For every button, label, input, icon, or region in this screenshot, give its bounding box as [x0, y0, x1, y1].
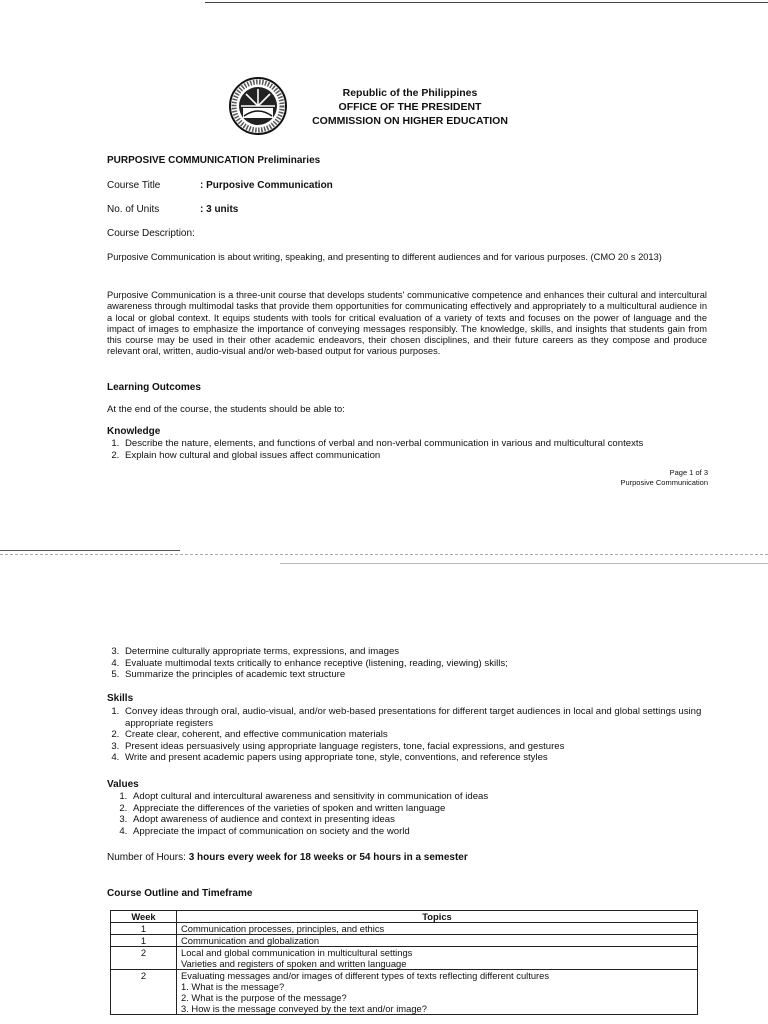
topic-line: 3. How is the message conveyed by the text and/or image? [181, 1003, 427, 1014]
ched-seal-icon [228, 76, 288, 136]
commission-line: COMMISSION ON HIGHER EDUCATION [312, 115, 508, 127]
topics-cell [177, 947, 698, 970]
units-label: No. of Units [107, 204, 160, 215]
topics-cell [177, 923, 698, 935]
description-paragraph-1: Purposive Communication is about writing, speaking, and presenting to different audiences and for various purposes. (CMO 20 s 2013) [107, 252, 662, 262]
topic-line: Evaluating messages and/or images of different types of texts reflecting different cultures [181, 970, 550, 981]
topic-line: Communication processes, principles, and ethics [181, 923, 385, 934]
list-item: 4. Write and present academic papers using appropriate tone, style, conventions, and reference styles [122, 752, 722, 764]
republic-line: Republic of the Philippines [342, 87, 478, 99]
list-item: 1. Adopt cultural and intercultural awareness and sensitivity in communication of ideas [130, 791, 730, 803]
list-item: 4. Evaluate multimodal texts critically to enhance receptive (listening, reading, viewing) skills; [122, 658, 762, 670]
week-cell: 2 [111, 947, 177, 970]
list-item: 5. Summarize the principles of academic text structure [122, 669, 762, 681]
week-cell: 2 [111, 970, 177, 1015]
week-cell: 1 [111, 923, 177, 935]
table-row [111, 923, 698, 935]
page-break-dashes [0, 554, 768, 555]
page-break-rule-2 [280, 563, 768, 564]
units-row [107, 204, 238, 215]
description-label: Course Description: [107, 228, 195, 239]
letterhead [300, 86, 520, 128]
outline-title: Course Outline and Timeframe [107, 888, 253, 899]
topic-line: Local and global communication in multicultural settings [181, 947, 413, 958]
skills-list [106, 706, 722, 764]
hours-value: 3 hours every week for 18 weeks or 54 hours in a semester [188, 852, 468, 863]
list-item: 2. Appreciate the differences of the varieties of spoken and written language [130, 803, 730, 815]
course-outline-table [110, 910, 698, 1015]
skills-title: Skills [107, 693, 134, 704]
values-title: Values [107, 779, 139, 790]
week-header: Week [111, 911, 177, 923]
table-row [111, 935, 698, 947]
topic-line: 2. What is the purpose of the message? [181, 992, 347, 1003]
topics-cell [177, 935, 698, 947]
page-footer [620, 468, 708, 488]
footer-course: Purposive Communication [620, 478, 708, 487]
hours-label: Number of Hours: [107, 852, 186, 863]
knowledge-list-page2 [106, 646, 762, 681]
description-paragraph-2: Purposive Communication is a three-unit course that develops students' communicative competence and enhances their cultural and intercultural awareness through multimodal tasks that provide them opportunities for communicating effectively and appropriately to a multicultural audience in a local or global context. It equips students with tools for critical evaluation of a variety of texts and focuses on the power of language and the impact of images to emphasize the importance of conveying messages responsibly. The knowledge, skills, and insights that students gain from this course may be used in their other academic endeavors, their chosen disciplines, and their future careers as they compose and produce relevant oral, written, audio-visual and/or web-based output for various purposes. [107, 290, 707, 357]
topic-line: 1. What is the message? [181, 981, 285, 992]
table-header-row [111, 911, 698, 923]
list-item: 1. Describe the nature, elements, and functions of verbal and non-verbal communication in various and multicultural contexts [122, 438, 762, 450]
table-row [111, 970, 698, 1015]
hours-row [107, 852, 468, 863]
preliminaries-title: PURPOSIVE COMMUNICATION Preliminaries [107, 155, 321, 166]
values-list [114, 791, 730, 837]
week-cell: 1 [111, 935, 177, 947]
list-item: 2. Explain how cultural and global issues affect communication [122, 450, 762, 462]
list-item: 3. Present ideas persuasively using appropriate language registers, tone, facial expressions, and gestures [122, 741, 722, 753]
list-item: 3. Determine culturally appropriate terms, expressions, and images [122, 646, 762, 658]
course-title-row [107, 180, 333, 191]
knowledge-list-page1 [106, 438, 762, 461]
topic-line: Varieties and registers of spoken and written language [181, 958, 407, 969]
course-title-value: : Purposive Communication [200, 180, 333, 191]
top-rule [205, 2, 768, 3]
office-line: OFFICE OF THE PRESIDENT [338, 101, 482, 113]
page-break-rule [0, 550, 180, 551]
topics-header: Topics [177, 911, 698, 923]
course-title-label: Course Title [107, 180, 161, 191]
learning-outcomes-intro: At the end of the course, the students should be able to: [107, 404, 345, 415]
list-item: 3. Adopt awareness of audience and context in presenting ideas [130, 814, 730, 826]
units-value: : 3 units [200, 204, 239, 215]
learning-outcomes-title: Learning Outcomes [107, 382, 201, 393]
knowledge-title: Knowledge [107, 426, 161, 437]
topic-line: Communication and globalization [181, 935, 320, 946]
list-item: 2. Create clear, coherent, and effective communication materials [122, 729, 722, 741]
list-item: 1. Convey ideas through oral, audio-visual, and/or web-based presentations for different target audiences in local and global settings using appropriate registers [122, 706, 722, 729]
table-row [111, 947, 698, 970]
topics-cell [177, 970, 698, 1015]
page-number: Page 1 of 3 [669, 468, 708, 477]
list-item: 4. Appreciate the impact of communication on society and the world [130, 826, 730, 838]
